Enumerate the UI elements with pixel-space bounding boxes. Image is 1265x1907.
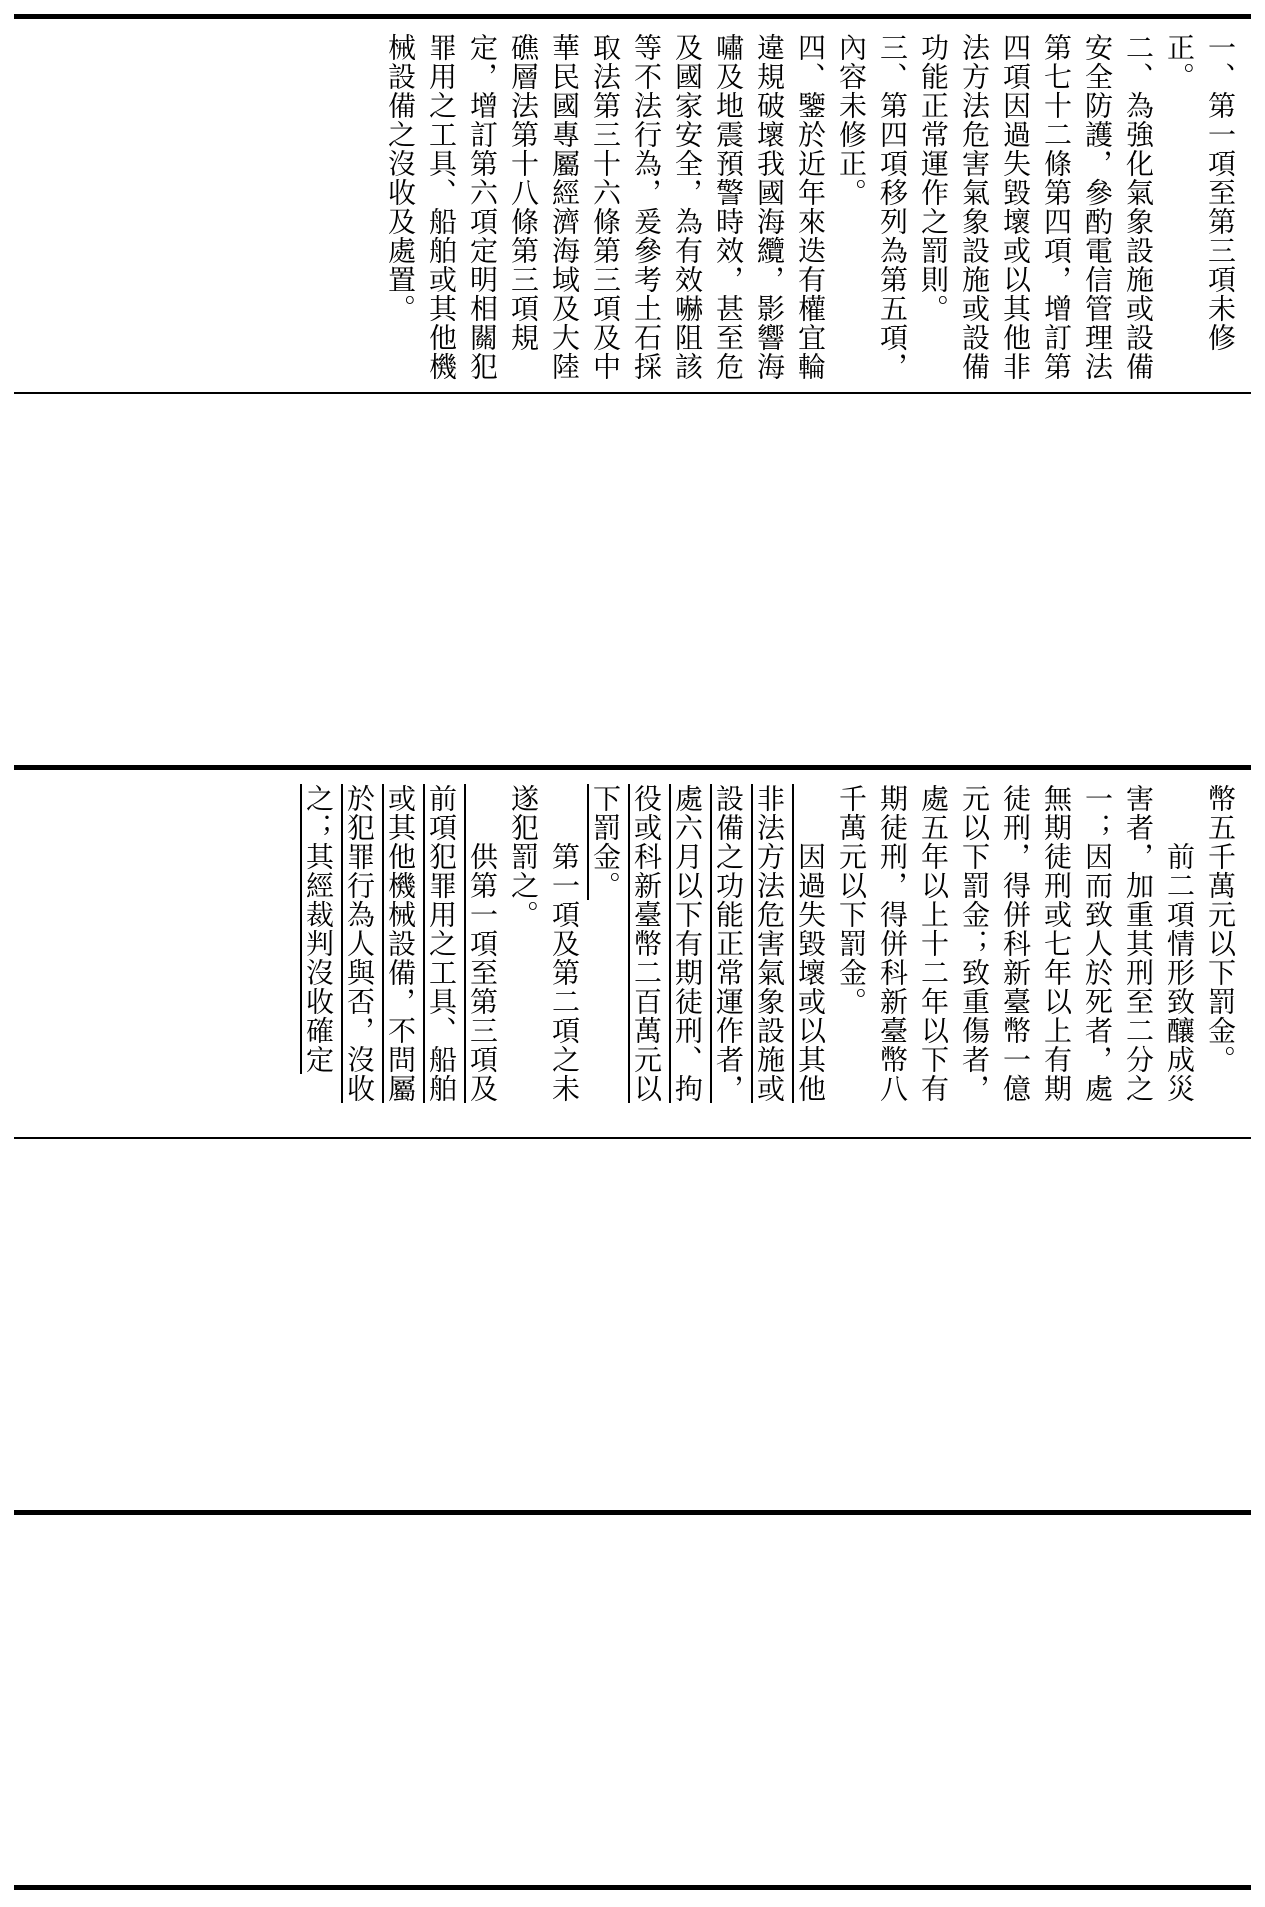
amended-paragraph-3: 因過失毀壞或以其他非法方法危害氣象設施或設備之功能正常運作者，處六月以下有期徒刑、拘役或科新臺幣二百萬元以下罰金。: [589, 784, 827, 1103]
amended-text-section: [14, 770, 1251, 1137]
current-text-section: [14, 394, 1251, 765]
explanation-item-1: 一、第一項至第三項未修正。: [1163, 33, 1237, 352]
amended-paragraph-5: 供第一項至第三項及前項犯罪用之工具、船舶或其他機械設備，不問屬於犯罪行為人與否，沒收之；其經裁判沒收確定: [302, 784, 499, 1103]
explanation-text: [24, 33, 1241, 382]
amended-paragraph-1: 幣五千萬元以下罰金。: [1204, 784, 1237, 1074]
explanation-item-3: 三、第四項移列為第五項，內容未修正。: [835, 33, 909, 381]
explanation-item-2: 二、為強化氣象設施或設備安全防護，參酌電信管理法第七十二條第四項，增訂第四項因過失毀壞或以其他非法方法危害氣象設施或設備功能正常運作之罰則。: [917, 33, 1155, 381]
bottom-rule: [14, 1885, 1251, 1890]
amended-paragraph-2: 前二項情形致釀成災害者，加重其刑至二分之一；因而致人於死者，處無期徒刑或七年以上有期徒刑，得併科新臺幣一億元以下罰金；致重傷者，處五年以上十二年以下有期徒刑，得併科新臺幣八千萬元以下罰金。: [835, 784, 1196, 1103]
explanation-item-4: 四、鑒於近年來迭有權宜輪違規破壞我國海纜，影響海嘯及地震預警時效，甚至危及國家安全，為有效嚇阻該等不法行為，爰參考土石採取法第三十六條第三項及中華民國專屬經濟海域及大陸礁層法第十八條第三項規定，增訂第六項定明相關犯罪用之工具、船舶或其他機械設備之沒收及處置。: [384, 33, 827, 381]
blank-section: [14, 1139, 1251, 1510]
section-divider-4: [14, 1510, 1251, 1515]
amended-text: [24, 784, 1241, 1127]
explanation-section: [14, 19, 1251, 392]
amended-paragraph-4: 第一項及第二項之未遂犯罰之。: [507, 784, 581, 1103]
